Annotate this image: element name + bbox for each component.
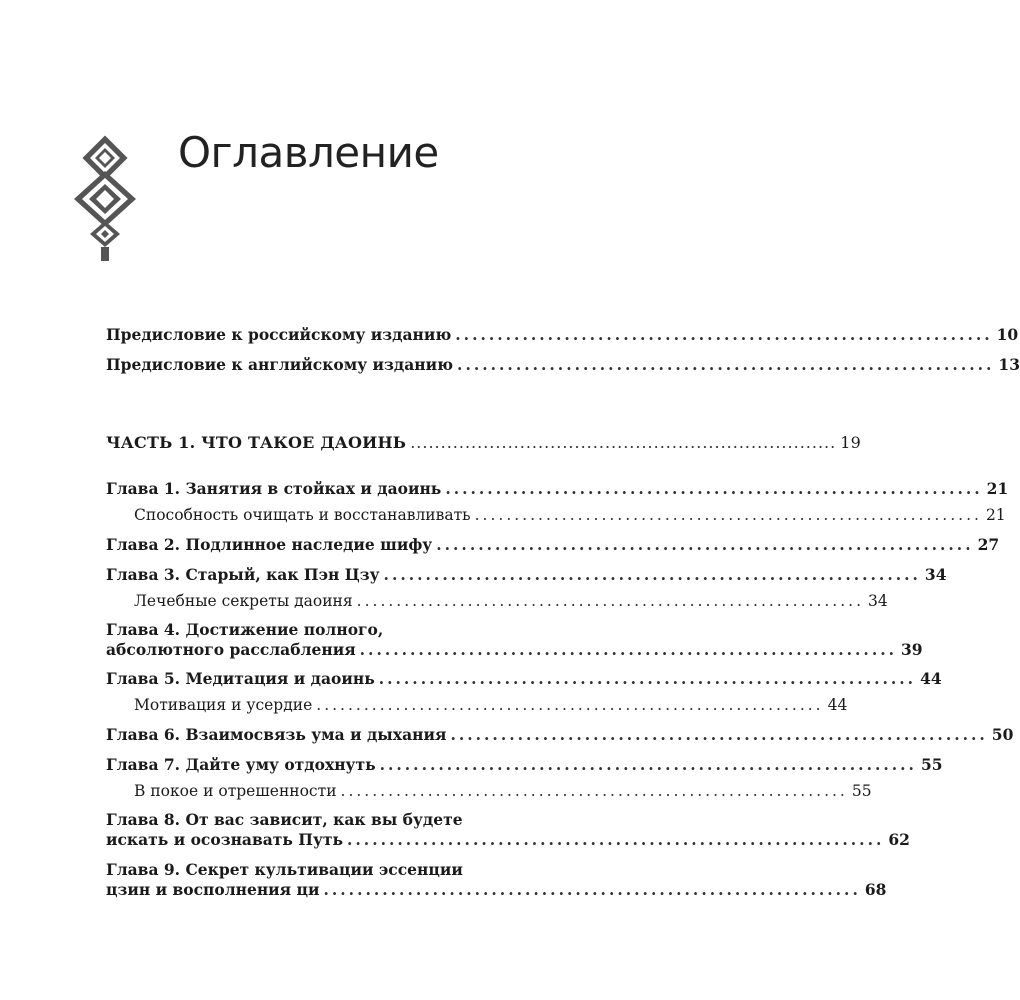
toc-entry [106,352,1020,378]
toc-entry-page: 10 [996,325,1019,344]
toc-entry-multiline [106,860,887,900]
toc-entry-label-line2: искать и осознавать Путь [106,830,343,849]
toc-leader: ................................................................ [379,755,917,774]
table-of-contents [106,322,1020,900]
toc-entry-label: Глава 5. Медитация и даоинь [106,669,375,688]
toc-entry-label-line1: Глава 4. Достижение полного, [106,620,384,639]
toc-entry-label: Глава 7. Дайте уму отдохнуть [106,755,376,774]
toc-leader: ................................................................ [356,592,864,610]
toc-entry-line2 [106,640,923,660]
toc-leader: ................................................................ [323,880,861,899]
toc-entry-label: Глава 2. Подлинное наследие шифу [106,535,433,554]
toc-entry-label: Способность очищать и восстанавливать [134,506,471,524]
toc-subentry [106,692,848,718]
toc-entry-line2 [106,880,887,900]
toc-leader: ................................................................ [378,669,917,688]
toc-leader: ................................................................ [347,830,885,849]
toc-entry-label-line1: Глава 9. Секрет культивации эссенции [106,860,463,879]
toc-entry-page: 19 [840,433,861,452]
toc-part-heading [106,430,861,456]
toc-entry [106,322,1019,348]
toc-entry-page: 68 [864,880,887,899]
toc-entry [106,752,943,778]
toc-entry-page: 62 [888,830,910,849]
toc-entry [106,532,1000,558]
toc-entry [106,666,942,692]
toc-entry-page: 44 [827,696,848,714]
toc-entry-label: Предисловие к российскому изданию [106,325,452,344]
toc-entry-line2 [106,830,910,850]
toc-leader: ................................................................ [383,565,921,584]
toc-leader: ................................................................ [474,506,982,524]
toc-leader: ................................................................ [340,782,848,800]
toc-entry-label: Глава 1. Занятия в стойках и даоинь [106,479,442,498]
toc-entry-label: Глава 6. Взаимосвязь ума и дыхания [106,725,447,744]
toc-entry-page: 55 [851,782,872,800]
toc-entry-label: В покое и отрешенности [134,782,337,800]
toc-entry-page: 21 [985,506,1006,524]
toc-entry-page: 27 [977,535,1000,554]
toc-entry [106,476,1009,502]
toc-entry-page: 39 [901,640,923,659]
toc-leader: ................................................................ [457,355,995,374]
toc-entry-multiline [106,620,923,660]
toc-entry-label: Предисловие к английскому изданию [106,355,454,374]
toc-entry-page: 21 [986,479,1009,498]
toc-leader: ...................................................................... [410,433,837,452]
toc-subentry [106,502,1006,528]
toc-leader: ................................................................ [455,325,993,344]
toc-entry [106,722,1014,748]
toc-entry-label: Глава 3. Старый, как Пэн Цзу [106,565,380,584]
toc-leader: ................................................................ [450,725,988,744]
toc-leader: ................................................................ [436,535,974,554]
toc-entry-label: Лечебные секреты даоиня [134,592,353,610]
toc-entry-page: 55 [920,755,943,774]
toc-entry-label-line2: цзин и восполнения ци [106,880,320,899]
toc-entry [106,562,947,588]
toc-entry-page: 34 [868,592,888,610]
page-title: Оглавление [178,128,439,177]
toc-entry-multiline [106,810,910,850]
toc-subentry [106,778,872,804]
toc-entry-label: Мотивация и усердие [134,696,313,714]
toc-entry-page: 50 [991,725,1014,744]
diamond-ornament-icon [70,135,140,265]
toc-entry-label: ЧАСТЬ 1. ЧТО ТАКОЕ ДАОИНЬ [106,433,407,452]
toc-leader: ................................................................ [445,479,983,498]
toc-leader: ................................................................ [359,640,898,659]
toc-entry-page: 44 [920,669,942,688]
toc-entry-page: 13 [998,355,1020,374]
toc-entry-label-line2: абсолютного расслабления [106,640,356,659]
toc-entry-label-line1: Глава 8. От вас зависит, как вы будете [106,810,463,829]
toc-leader: ................................................................ [316,696,824,714]
toc-entry-page: 34 [924,565,947,584]
toc-subentry [106,588,888,614]
